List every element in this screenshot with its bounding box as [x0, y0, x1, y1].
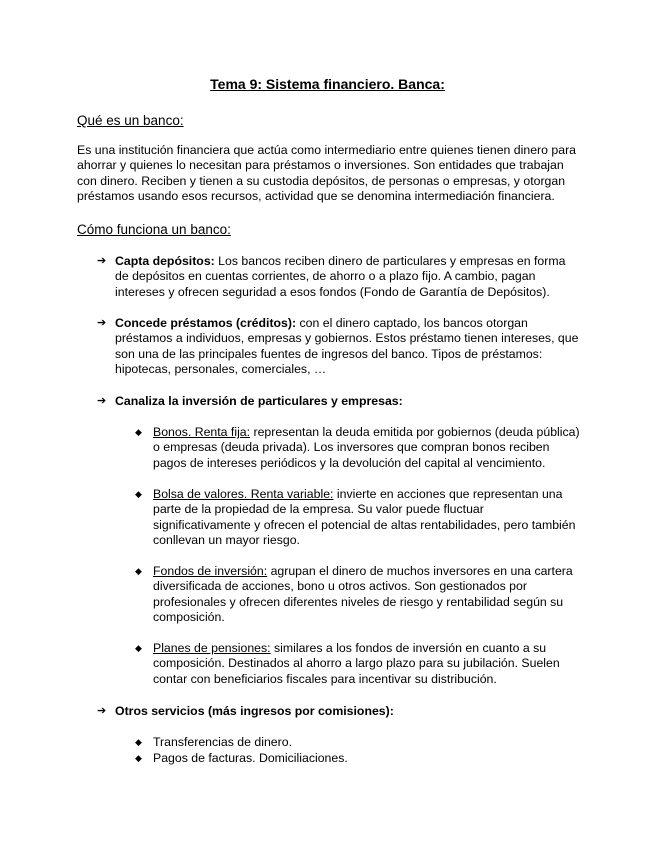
sub-item-lead: Bolsa de valores. Renta variable: [153, 487, 334, 501]
item-text: con el dinero captado, los bancos otorgan préstamos a individuos, empresas y gobiernos. Estos préstamo tienen intereses, que son una de las principales fuentes de ingresos del banco. Tipos de préstamos: hipotecas, personales, comerciales, … [115, 316, 579, 377]
sub-item-bolsa [135, 487, 585, 549]
list-item-otros-servicios [97, 704, 582, 719]
diamond-bullet-icon: ◆ [135, 566, 142, 576]
sub-item-text: representan la deuda emitida por gobiernos (deuda pública) o empresas (deuda privada). Los inversores que compran bonos reciben pagos de intereses periódicos y la devolución del capital al vencimiento. [153, 425, 580, 470]
sub-item-planes [135, 641, 585, 687]
sub-item-text: invierte en acciones que representan una parte de la propiedad de la empresa. Su valor puede fluctuar significativamente y ofrecen el potencial de altas rentabilidades, pero también conllevan un mayor riesgo. [153, 487, 576, 548]
section-heading-que-es: Qué es un banco: [77, 113, 184, 128]
sub-item-text: Transferencias de dinero. [153, 735, 292, 749]
list-item-canaliza-inversion [97, 394, 582, 409]
right-arrow-icon: ➔ [97, 705, 107, 717]
right-arrow-icon: ➔ [97, 395, 107, 407]
sub-item-text: similares a los fondos de inversión en cuanto a su composición. Destinados al ahorro a largo plazo para su jubilación. Suelen contar con beneficiarios fiscales para incentivar su distribución. [153, 641, 560, 686]
diamond-bullet-icon: ◆ [135, 489, 142, 499]
list-item-concede-prestamos [97, 316, 582, 378]
item-lead: Otros servicios (más ingresos por comisiones): [115, 704, 394, 718]
sub-item-text: agrupan el dinero de muchos inversores en una cartera diversificada de acciones, bono u otros activos. Son gestionados por profesionales y ofrecen diferentes niveles de riesgo y rentabilidad según su composición. [153, 564, 573, 625]
diamond-bullet-icon: ◆ [135, 643, 142, 653]
diamond-bullet-icon: ◆ [135, 737, 142, 747]
item-lead: Canaliza la inversión de particulares y empresas: [115, 394, 403, 408]
item-lead: Capta depósitos: [115, 254, 215, 268]
sub-item-transferencias [135, 735, 585, 750]
item-text: Los bancos reciben dinero de particulares y empresas en forma de depósitos en cuentas corrientes, de ahorro o a plazo fijo. A cambio, pagan intereses y ofrecen seguridad a esos fondos (Fondo de Garantía de Depósitos). [115, 254, 566, 299]
diamond-bullet-icon: ◆ [135, 753, 142, 763]
right-arrow-icon: ➔ [97, 317, 107, 329]
sub-item-bonos [135, 425, 585, 471]
sub-item-lead: Fondos de inversión: [153, 564, 268, 578]
sub-item-lead: Planes de pensiones: [153, 641, 271, 655]
sub-item-fondos [135, 564, 585, 626]
sub-item-pagos [135, 751, 585, 766]
list-item-capta-depositos [97, 254, 582, 300]
page-title: Tema 9: Sistema financiero. Banca: [210, 76, 445, 92]
sub-item-lead: Bonos. Renta fija: [153, 425, 251, 439]
section-paragraph-que-es: Es una institución financiera que actúa como intermediario entre quienes tienen dinero para ahorrar y quienes lo necesitan para préstamos o inversiones. Son entidades que trabajan con dinero. Reciben y tienen a su custodia depósitos, de personas o empresas, y otorgan préstamos usando esos recursos, actividad que se denomina intermediación financiera. [77, 143, 577, 204]
diamond-bullet-icon: ◆ [135, 427, 142, 437]
right-arrow-icon: ➔ [97, 255, 107, 267]
section-heading-como-funciona: Cómo funciona un banco: [77, 222, 231, 237]
item-lead: Concede préstamos (créditos): [115, 316, 297, 330]
sub-item-text: Pagos de facturas. Domiciliaciones. [153, 751, 348, 765]
